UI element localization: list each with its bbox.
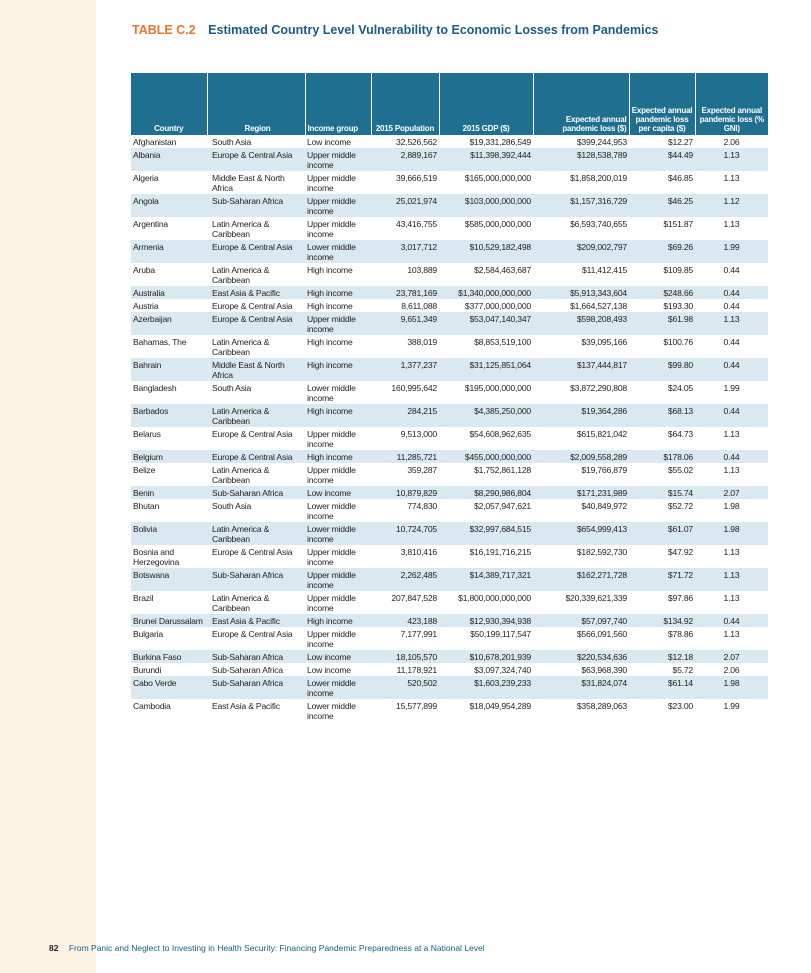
- gdp-cell: $18,049,954,289: [469, 701, 531, 711]
- column-header-expected-loss: Expected annual pandemic loss ($): [533, 73, 629, 135]
- table-row: [131, 427, 768, 450]
- gdp-cell: $3,097,324,740: [474, 665, 531, 675]
- country-cell: Belize: [133, 465, 156, 475]
- region-cell: Europe & Central Asia: [207, 312, 305, 335]
- expected-loss-cell: $19,766,879: [581, 465, 627, 475]
- region-cell: Latin America & Caribbean: [212, 265, 270, 285]
- country-cell: Bulgaria: [133, 629, 163, 639]
- region-cell: South Asia: [212, 137, 252, 147]
- table-row: [131, 486, 768, 499]
- region-cell: Latin America & Caribbean: [212, 337, 270, 357]
- population-cell: 2,889,167: [371, 148, 439, 171]
- table-label: TABLE C.2: [132, 23, 196, 37]
- region-cell: Latin America & Caribbean: [212, 593, 270, 613]
- loss-per-capita-cell: $68.13: [629, 404, 695, 427]
- region-cell: Sub-Saharan Africa: [207, 486, 305, 499]
- gdp-cell: $2,584,463,687: [474, 265, 531, 275]
- country-cell: Cabo Verde: [131, 676, 207, 699]
- page-number: 82: [49, 943, 59, 953]
- region-cell: Europe & Central Asia: [207, 148, 305, 171]
- expected-loss-cell: $182,592,730: [576, 547, 627, 557]
- loss-gni-cell: 1.98: [695, 522, 768, 545]
- loss-gni-cell: 1.13: [723, 173, 740, 183]
- expected-loss-cell: $162,271,728: [533, 568, 629, 591]
- table-row: [131, 240, 768, 263]
- gdp-cell: $103,000,000,000: [439, 194, 533, 217]
- loss-per-capita-cell: $46.25: [629, 194, 695, 217]
- gdp-cell: $50,199,117,547: [470, 629, 531, 639]
- expected-loss-cell: $6,593,740,655: [570, 219, 627, 229]
- loss-per-capita-cell: $61.07: [629, 522, 695, 545]
- loss-per-capita-cell: $69.26: [629, 240, 695, 263]
- gdp-cell: $4,385,250,000: [439, 404, 533, 427]
- gdp-cell: $2,057,947,621: [474, 501, 531, 511]
- gdp-cell: $8,290,986,804: [439, 486, 533, 499]
- expected-loss-cell: $20,339,621,339: [565, 593, 627, 603]
- income-group-cell: Upper middle income: [305, 194, 371, 217]
- table-row: [131, 522, 768, 545]
- table-row: [131, 171, 768, 194]
- gdp-cell: $1,752,861,128: [474, 465, 531, 475]
- income-group-cell: Lower middle income: [307, 701, 356, 721]
- loss-per-capita-cell: $78.86: [667, 629, 693, 639]
- loss-gni-cell: 1.13: [723, 629, 740, 639]
- table-row: [131, 663, 768, 676]
- income-group-cell: Low income: [305, 650, 371, 663]
- population-cell: 3,810,416: [400, 547, 437, 557]
- loss-per-capita-cell: $5.72: [672, 665, 693, 675]
- table-title-text: Estimated Country Level Vulnerability to Economic Losses from Pandemics: [208, 23, 659, 37]
- gdp-cell: $8,853,519,100: [474, 337, 531, 347]
- gdp-cell: $1,340,000,000,000: [439, 286, 533, 299]
- loss-gni-cell: 2.06: [723, 137, 740, 147]
- vulnerability-table: [131, 73, 768, 722]
- loss-per-capita-cell: $248.66: [629, 286, 695, 299]
- region-cell: South Asia: [212, 383, 252, 393]
- region-cell: Europe & Central Asia: [207, 240, 305, 263]
- population-cell: 8,611,088: [401, 301, 437, 311]
- gdp-cell: $1,603,239,233: [439, 676, 533, 699]
- expected-loss-cell: $1,858,200,019: [570, 173, 627, 183]
- table-header-row: [131, 73, 768, 135]
- loss-per-capita-cell: $109.85: [663, 265, 693, 275]
- loss-gni-cell: 1.13: [723, 219, 740, 229]
- column-header-country: Country: [131, 73, 207, 135]
- table-row: [131, 404, 768, 427]
- population-cell: 32,526,562: [395, 137, 437, 147]
- region-cell: Europe & Central Asia: [212, 301, 293, 311]
- income-group-cell: High income: [305, 404, 371, 427]
- income-group-cell: High income: [307, 265, 353, 275]
- loss-per-capita-cell: $12.18: [629, 650, 695, 663]
- loss-gni-cell: 1.13: [723, 547, 740, 557]
- table-row: [131, 312, 768, 335]
- population-cell: 25,021,974: [371, 194, 439, 217]
- income-group-cell: Upper middle income: [307, 547, 356, 567]
- income-group-cell: Lower middle income: [305, 676, 371, 699]
- gdp-cell: $585,000,000,000: [464, 219, 531, 229]
- table-row: [131, 286, 768, 299]
- country-cell: Algeria: [133, 173, 159, 183]
- table-body: [131, 135, 768, 722]
- population-cell: 1,377,237: [371, 358, 439, 381]
- population-cell: 160,995,642: [391, 383, 437, 393]
- population-cell: 2,262,485: [371, 568, 439, 591]
- column-header-income-group: Income group: [305, 73, 371, 135]
- income-group-cell: Upper middle income: [307, 465, 356, 485]
- gdp-cell: $377,000,000,000: [464, 301, 531, 311]
- population-cell: 39,666,519: [395, 173, 437, 183]
- column-header-population: 2015 Population: [371, 73, 439, 135]
- loss-per-capita-cell: $15.74: [629, 486, 695, 499]
- population-cell: 423,188: [371, 614, 439, 627]
- region-cell: Latin America & Caribbean: [207, 522, 305, 545]
- country-cell: Bolivia: [131, 522, 207, 545]
- population-cell: 3,017,712: [371, 240, 439, 263]
- population-cell: 388,019: [407, 337, 437, 347]
- gdp-cell: $10,529,182,498: [439, 240, 533, 263]
- expected-loss-cell: $1,157,316,729: [533, 194, 629, 217]
- income-group-cell: Lower middle income: [305, 522, 371, 545]
- table-row: [131, 299, 768, 312]
- expected-loss-cell: $399,244,953: [576, 137, 627, 147]
- loss-per-capita-cell: $47.92: [667, 547, 693, 557]
- table-row: [131, 614, 768, 627]
- loss-per-capita-cell: $100.76: [663, 337, 693, 347]
- gdp-cell: $10,678,201,939: [439, 650, 533, 663]
- region-cell: East Asia & Pacific: [207, 614, 305, 627]
- country-cell: Belarus: [133, 429, 161, 439]
- loss-gni-cell: 1.13: [695, 312, 768, 335]
- population-cell: 11,285,721: [371, 450, 439, 463]
- population-cell: 11,178,921: [396, 665, 437, 675]
- population-cell: 774,830: [407, 501, 437, 511]
- gdp-cell: $12,930,394,938: [439, 614, 533, 627]
- region-cell: Latin America & Caribbean: [212, 465, 270, 485]
- loss-gni-cell: 1.13: [695, 568, 768, 591]
- country-cell: Austria: [133, 301, 159, 311]
- region-cell: Sub-Saharan Africa: [207, 650, 305, 663]
- gdp-cell: $16,191,716,215: [469, 547, 531, 557]
- loss-gni-cell: 1.12: [695, 194, 768, 217]
- footer-text: From Panic and Neglect to Investing in Health Security: Financing Pandemic Preparedness at a National Level: [68, 943, 485, 953]
- region-cell: East Asia & Pacific: [212, 701, 280, 711]
- region-cell: Latin America & Caribbean: [212, 219, 270, 239]
- page-footer: [49, 943, 485, 953]
- country-cell: Azerbaijan: [131, 312, 207, 335]
- loss-gni-cell: 0.44: [695, 358, 768, 381]
- region-cell: Sub-Saharan Africa: [207, 568, 305, 591]
- population-cell: 7,177,991: [400, 629, 437, 639]
- table-row: [131, 381, 768, 404]
- income-group-cell: High income: [305, 450, 371, 463]
- loss-per-capita-cell: $52.72: [667, 501, 693, 511]
- expected-loss-cell: $57,097,740: [533, 614, 629, 627]
- expected-loss-cell: $598,208,493: [533, 312, 629, 335]
- loss-per-capita-cell: $134.92: [629, 614, 695, 627]
- region-cell: Europe & Central Asia: [212, 547, 293, 557]
- gdp-cell: $19,331,286,549: [469, 137, 531, 147]
- income-group-cell: Low income: [307, 665, 351, 675]
- expected-loss-cell: $63,968,390: [581, 665, 627, 675]
- income-group-cell: Upper middle income: [307, 173, 356, 193]
- loss-gni-cell: 1.13: [723, 429, 740, 439]
- column-header-gdp: 2015 GDP ($): [439, 73, 533, 135]
- loss-gni-cell: 1.98: [695, 676, 768, 699]
- table-row: [131, 335, 768, 358]
- country-cell: Aruba: [133, 265, 155, 275]
- loss-gni-cell: 1.99: [695, 240, 768, 263]
- expected-loss-cell: $566,091,560: [576, 629, 627, 639]
- country-cell: Belgium: [131, 450, 207, 463]
- table-row: [131, 627, 768, 650]
- column-header-region: Region: [207, 73, 305, 135]
- table-row: [131, 135, 768, 148]
- country-cell: Angola: [131, 194, 207, 217]
- table-row: [131, 545, 768, 568]
- table-row: [131, 568, 768, 591]
- loss-gni-cell: 1.99: [723, 701, 740, 711]
- income-group-cell: Upper middle income: [307, 629, 356, 649]
- loss-gni-cell: 2.07: [695, 486, 768, 499]
- population-cell: 207,847,528: [391, 593, 437, 603]
- country-cell: Burundi: [133, 665, 162, 675]
- loss-gni-cell: 0.44: [695, 450, 768, 463]
- loss-per-capita-cell: $12.27: [667, 137, 693, 147]
- expected-loss-cell: $2,009,558,289: [533, 450, 629, 463]
- income-group-cell: Upper middle income: [307, 219, 356, 239]
- country-cell: Bahrain: [131, 358, 207, 381]
- country-cell: Barbados: [131, 404, 207, 427]
- gdp-cell: $31,125,851,064: [439, 358, 533, 381]
- region-cell: Middle East & North Africa: [207, 358, 305, 381]
- country-cell: Afghanistan: [133, 137, 177, 147]
- gdp-cell: $14,389,717,321: [439, 568, 533, 591]
- loss-per-capita-cell: $55.02: [667, 465, 693, 475]
- population-cell: 18,105,570: [371, 650, 439, 663]
- loss-per-capita-cell: $44.49: [629, 148, 695, 171]
- country-cell: Bangladesh: [133, 383, 177, 393]
- population-cell: 103,889: [407, 265, 437, 275]
- country-cell: Brunei Darussalam: [131, 614, 207, 627]
- loss-per-capita-cell: $46.85: [667, 173, 693, 183]
- loss-gni-cell: 2.07: [695, 650, 768, 663]
- region-cell: South Asia: [212, 501, 252, 511]
- income-group-cell: Lower middle income: [305, 240, 371, 263]
- loss-per-capita-cell: $23.00: [667, 701, 693, 711]
- expected-loss-cell: $11,412,415: [582, 265, 627, 275]
- income-group-cell: Lower middle income: [307, 501, 356, 521]
- loss-per-capita-cell: $71.72: [629, 568, 695, 591]
- loss-gni-cell: 0.44: [695, 286, 768, 299]
- loss-gni-cell: 1.13: [723, 465, 740, 475]
- country-cell: Burkina Faso: [131, 650, 207, 663]
- region-cell: Europe & Central Asia: [212, 429, 293, 439]
- income-group-cell: Low income: [305, 486, 371, 499]
- gdp-cell: $53,047,140,347: [439, 312, 533, 335]
- income-group-cell: High income: [305, 614, 371, 627]
- region-cell: Middle East & North Africa: [212, 173, 285, 193]
- region-cell: Latin America & Caribbean: [207, 404, 305, 427]
- population-cell: 23,781,169: [371, 286, 439, 299]
- loss-gni-cell: 1.98: [723, 501, 740, 511]
- loss-per-capita-cell: $151.87: [663, 219, 693, 229]
- country-cell: Benin: [131, 486, 207, 499]
- loss-gni-cell: 1.13: [723, 593, 740, 603]
- population-cell: 10,879,829: [371, 486, 439, 499]
- gdp-cell: $455,000,000,000: [439, 450, 533, 463]
- table-row: [131, 148, 768, 171]
- loss-per-capita-cell: $61.98: [629, 312, 695, 335]
- expected-loss-cell: $31,824,074: [533, 676, 629, 699]
- population-cell: 9,513,000: [400, 429, 437, 439]
- table-title: [132, 23, 659, 37]
- income-group-cell: Upper middle income: [307, 429, 356, 449]
- income-group-cell: Upper middle income: [305, 312, 371, 335]
- column-header-loss-gni: Expected annual pandemic loss (% GNI): [695, 73, 768, 135]
- region-cell: Sub-Saharan Africa: [212, 665, 283, 675]
- income-group-cell: High income: [305, 286, 371, 299]
- left-margin-strip: [0, 0, 96, 973]
- expected-loss-cell: $654,999,413: [533, 522, 629, 545]
- loss-per-capita-cell: $97.86: [667, 593, 693, 603]
- income-group-cell: Lower middle income: [307, 383, 356, 403]
- expected-loss-cell: $220,534,636: [533, 650, 629, 663]
- table-row: [131, 699, 768, 722]
- income-group-cell: Upper middle income: [307, 593, 356, 613]
- table-row: [131, 217, 768, 240]
- income-group-cell: Upper middle income: [305, 568, 371, 591]
- population-cell: 359,287: [407, 465, 437, 475]
- gdp-cell: $11,398,392,444: [439, 148, 533, 171]
- gdp-cell: $32,997,684,515: [439, 522, 533, 545]
- country-cell: Argentina: [133, 219, 168, 229]
- loss-gni-cell: 0.44: [723, 265, 740, 275]
- gdp-cell: $165,000,000,000: [464, 173, 531, 183]
- gdp-cell: $54,608,962,635: [469, 429, 531, 439]
- table-row: [131, 499, 768, 522]
- loss-per-capita-cell: $193.30: [663, 301, 693, 311]
- gdp-cell: $195,000,000,000: [464, 383, 531, 393]
- table-row: [131, 194, 768, 217]
- income-group-cell: Low income: [307, 137, 351, 147]
- loss-gni-cell: 0.44: [695, 614, 768, 627]
- region-cell: Europe & Central Asia: [212, 629, 293, 639]
- country-cell: Bahamas, The: [133, 337, 187, 347]
- loss-per-capita-cell: $61.14: [629, 676, 695, 699]
- loss-gni-cell: 1.13: [695, 148, 768, 171]
- population-cell: 10,724,705: [371, 522, 439, 545]
- loss-gni-cell: 2.06: [723, 665, 740, 675]
- expected-loss-cell: $209,002,797: [533, 240, 629, 263]
- population-cell: 520,502: [371, 676, 439, 699]
- loss-gni-cell: 0.44: [723, 301, 740, 311]
- expected-loss-cell: $1,664,527,138: [570, 301, 627, 311]
- table-row: [131, 650, 768, 663]
- region-cell: Sub-Saharan Africa: [207, 676, 305, 699]
- country-cell: Brazil: [133, 593, 154, 603]
- region-cell: Sub-Saharan Africa: [207, 194, 305, 217]
- loss-per-capita-cell: $64.73: [667, 429, 693, 439]
- region-cell: Europe & Central Asia: [207, 450, 305, 463]
- table-row: [131, 463, 768, 486]
- expected-loss-cell: $19,364,286: [533, 404, 629, 427]
- population-cell: 43,416,755: [395, 219, 437, 229]
- table-row: [131, 263, 768, 286]
- income-group-cell: High income: [307, 301, 353, 311]
- loss-gni-cell: 0.44: [723, 337, 740, 347]
- column-header-loss-per-capita: Expected annual pandemic loss per capita ($): [629, 73, 695, 135]
- country-cell: Australia: [131, 286, 207, 299]
- expected-loss-cell: $358,289,063: [576, 701, 627, 711]
- expected-loss-cell: $39,095,166: [581, 337, 627, 347]
- expected-loss-cell: $3,872,290,808: [570, 383, 627, 393]
- loss-gni-cell: 0.44: [695, 404, 768, 427]
- country-cell: Albania: [131, 148, 207, 171]
- country-cell: Bhutan: [133, 501, 160, 511]
- country-cell: Bosnia and Herzegovina: [133, 547, 180, 567]
- loss-gni-cell: 1.99: [723, 383, 740, 393]
- country-cell: Cambodia: [133, 701, 171, 711]
- income-group-cell: Upper middle income: [305, 148, 371, 171]
- expected-loss-cell: $128,538,789: [533, 148, 629, 171]
- country-cell: Armenia: [131, 240, 207, 263]
- expected-loss-cell: $5,913,343,604: [533, 286, 629, 299]
- population-cell: 15,577,899: [395, 701, 437, 711]
- expected-loss-cell: $40,849,972: [581, 501, 627, 511]
- income-group-cell: High income: [305, 358, 371, 381]
- table-row: [131, 676, 768, 699]
- table-row: [131, 450, 768, 463]
- population-cell: 9,651,349: [371, 312, 439, 335]
- population-cell: 284,215: [371, 404, 439, 427]
- income-group-cell: High income: [307, 337, 353, 347]
- loss-per-capita-cell: $178.06: [629, 450, 695, 463]
- loss-per-capita-cell: $99.80: [629, 358, 695, 381]
- country-cell: Botswana: [131, 568, 207, 591]
- loss-per-capita-cell: $24.05: [667, 383, 693, 393]
- gdp-cell: $1,800,000,000,000: [458, 593, 531, 603]
- expected-loss-cell: $171,231,989: [533, 486, 629, 499]
- region-cell: East Asia & Pacific: [207, 286, 305, 299]
- expected-loss-cell: $137,444,817: [533, 358, 629, 381]
- table-row: [131, 591, 768, 614]
- table-row: [131, 358, 768, 381]
- expected-loss-cell: $615,821,042: [576, 429, 627, 439]
